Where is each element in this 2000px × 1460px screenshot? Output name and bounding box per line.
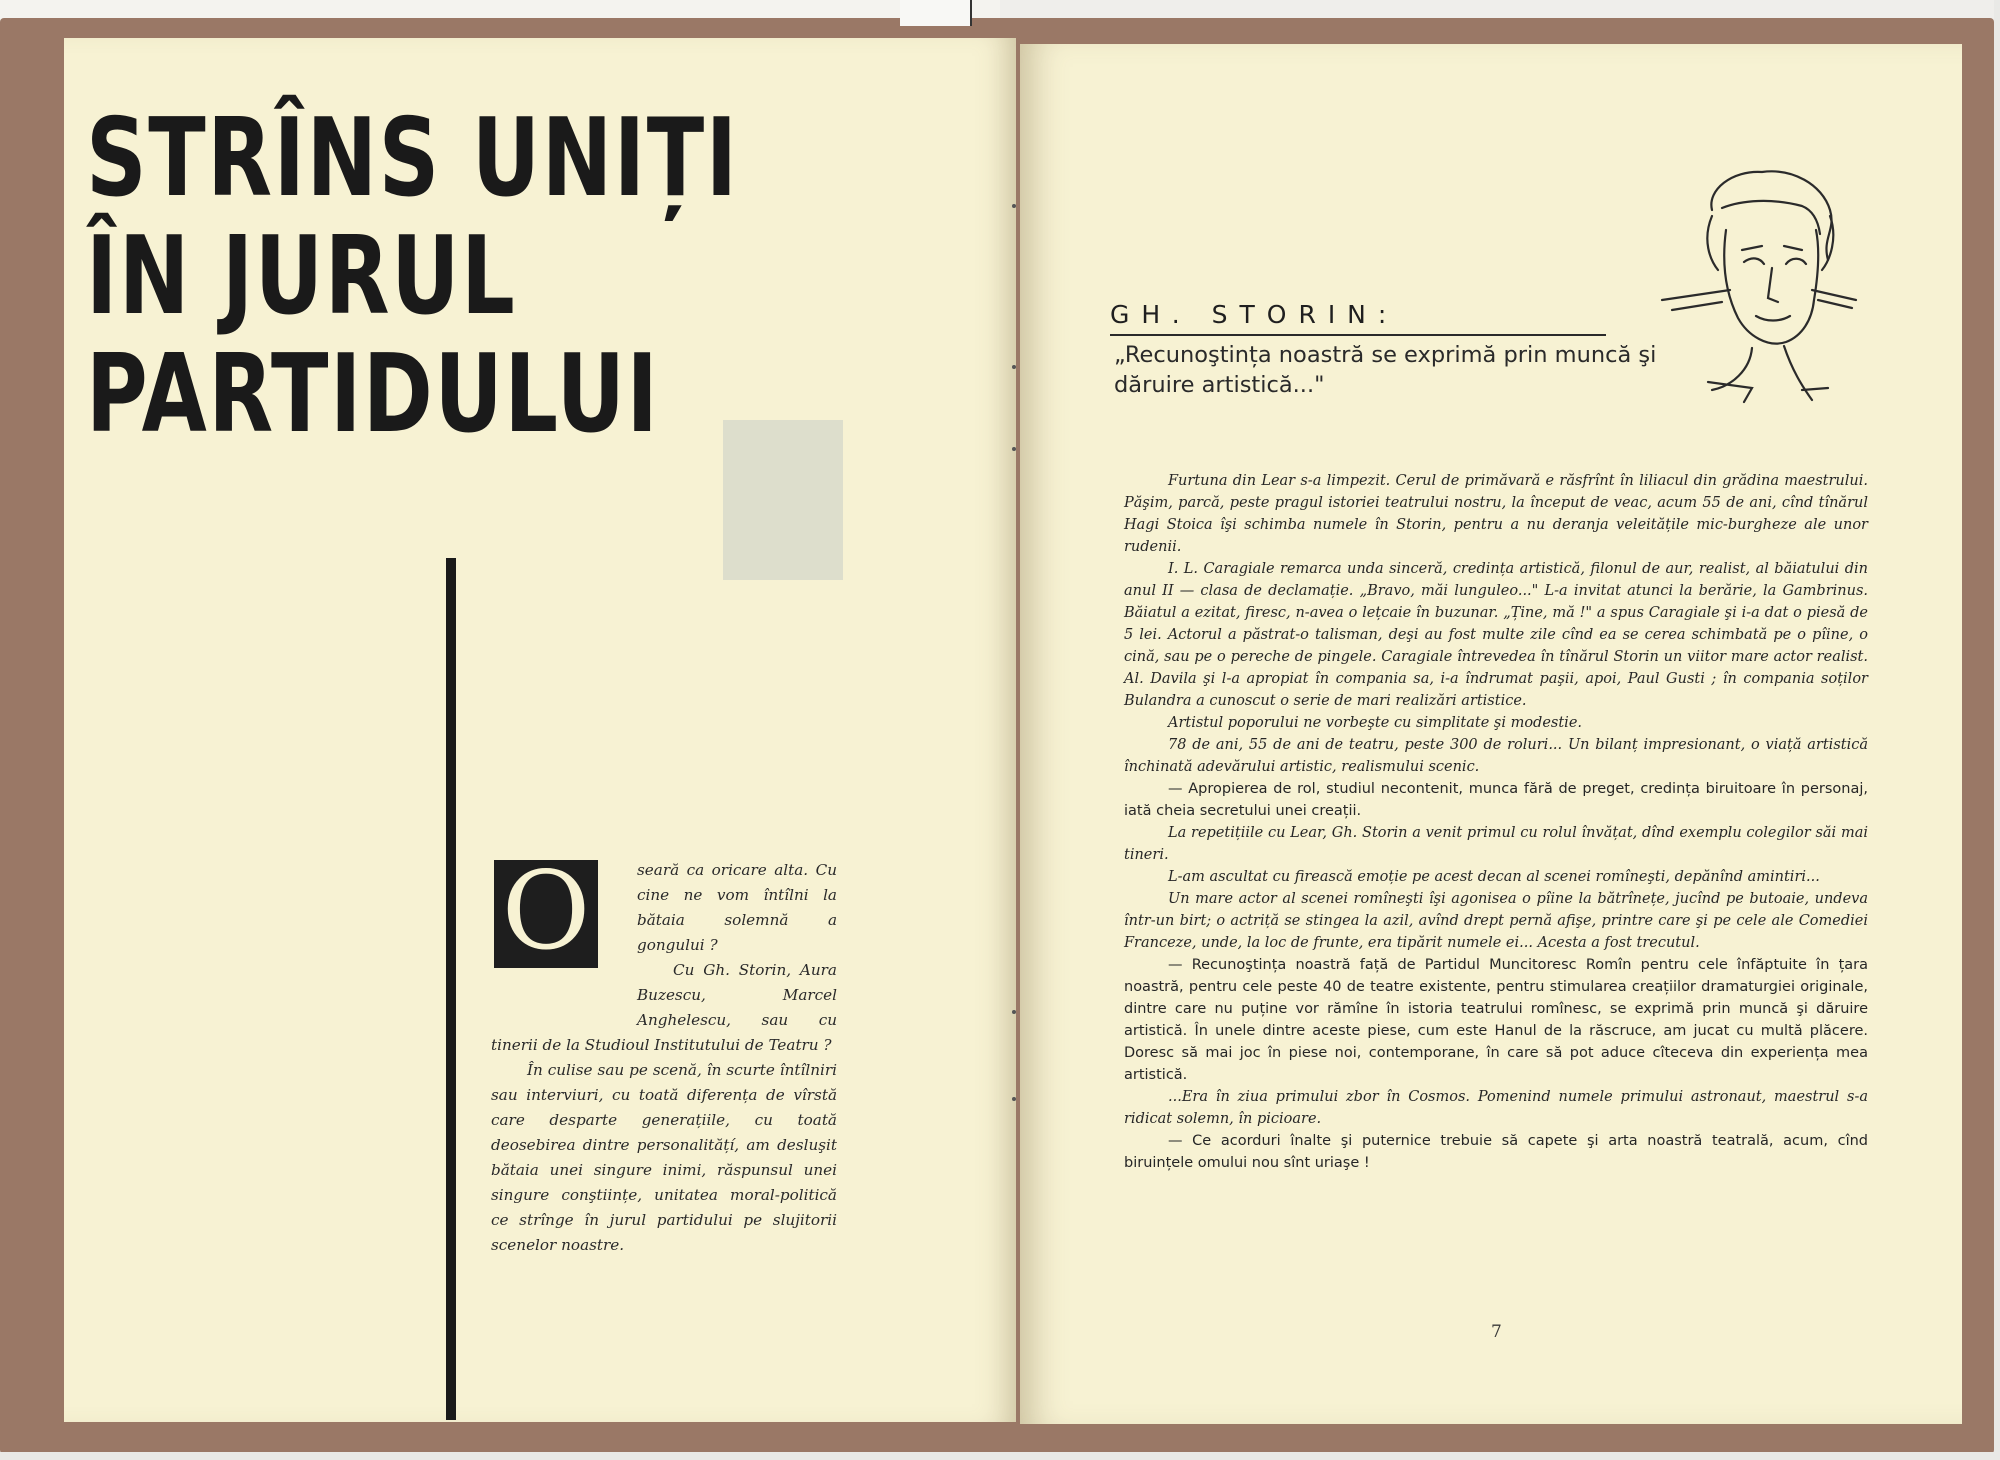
gutter-mark bbox=[1012, 1097, 1016, 1101]
body-paragraph: — Recunoştința noastră față de Partidul Muncitoresc Romîn pentru cele înfăptuite în țara noastră, pentru cele peste 40 de teatre existente, pentru stimularea creațiilor dramaturgiei originale, dintre care nu puține vor rămîne în istoria teatrului romînesc, se exprimă prin muncă şi dăruire artistică. În unele dintre aceste piese, cum este Hanul de la răscruce, am jucat cu multă plăcere. Doresc să mai joc în piese noi, contemporane, în care să pot aduce cîteceva din experiența mea artistică. bbox=[1124, 957, 1868, 1083]
gutter-mark bbox=[1012, 204, 1016, 208]
intro-paragraph: În culise sau pe scenă, în scurte întîlniri sau interviuri, cu toată diferența de vîrstă care desparte generațiile, cu toată deosebirea dintre personalitățí, am desluşit bătaia unei singure inimi, răspunsul unei singure conştiințe, unitatea moral-politică ce strînge în jurul partidului pe slujitorii scenelor noastre. bbox=[491, 1061, 837, 1254]
pull-quote: „Recunoştința noastră se exprimă prin muncă şi dăruire artistică..." bbox=[1114, 342, 1657, 398]
body-paragraph: Artistul poporului ne vorbeşte cu simplitate şi modestie. bbox=[1168, 715, 1583, 731]
gutter-mark bbox=[1012, 447, 1016, 451]
gutter-mark bbox=[1012, 1010, 1016, 1014]
vertical-rule bbox=[446, 558, 456, 1420]
title-line: ÎN JURUL bbox=[86, 214, 517, 339]
body-paragraph: 78 de ani, 55 de ani de teatru, peste 300 de roluri... Un bilanț impresionant, o viață artistică închinată adevărului artistic, realismului scenic. bbox=[1124, 737, 1868, 775]
body-paragraph: — Ce acorduri înalte şi puternice trebuie să capete şi arta noastră teatrală, acum, cînd biruințele omului nou sînt uriaşe ! bbox=[1124, 1133, 1868, 1171]
body-paragraph: — Apropierea de rol, studiul necontenit, munca fără de preget, credința biruitoare în personaj, iată cheia secretului unei creații. bbox=[1124, 781, 1868, 819]
article-body bbox=[1124, 470, 1868, 1174]
paper-edge bbox=[900, 0, 972, 26]
name-underline bbox=[1110, 334, 1606, 336]
body-paragraph: Furtuna din Lear s-a limpezit. Cerul de primăvară e răsfrînt în liliacul din grădina maestrului. Păşim, parcă, peste pragul istoriei teatrului nostru, la început de veac, acum 55 de ani, cînd tînărul Hagi Stoica îşi schimba numele în Storin, pentru a nu deranja veleitățile mic-burgheze ale unor rudenii. bbox=[1124, 473, 1868, 555]
title-line: STRÎNS UNIȚI bbox=[86, 96, 739, 221]
page-number: 7 bbox=[1491, 1322, 1502, 1342]
title-line: PARTIDULUI bbox=[86, 332, 660, 457]
gutter-mark bbox=[1012, 365, 1016, 369]
drop-cap: O bbox=[494, 860, 598, 968]
interview-name: GH. STORIN: bbox=[1110, 300, 1399, 329]
article-title bbox=[86, 96, 739, 457]
bleed-through-block bbox=[723, 420, 843, 580]
body-paragraph: ...Era în ziua primului zbor în Cosmos. Pomenind numele primului astronaut, maestrul s-a ridicat solemn, în picioare. bbox=[1124, 1089, 1868, 1127]
body-paragraph: La repetițiile cu Lear, Gh. Storin a venit primul cu rolul învățat, dînd exemplu colegilor săi mai tineri. bbox=[1124, 825, 1868, 863]
body-paragraph: I. L. Caragiale remarca unda sinceră, credința artistică, filonul de aur, realist, al băiatului din anul II — clasa de declamație. „Bravo, măi lunguleo..." L-a invitat atunci la berărie, la Gambrinus. Băiatul a ezitat, firesc, n-avea o lețcaie în buzunar. „Ține, mă !" a spus Caragiale şi i-a dat o piesă de 5 lei. Actorul a păstrat-o talisman, deşi au fost multe zile cînd ea se cerea schimbată pe o pîine, o cină, sau pe o pereche de pingele. Caragiale întrevedea în tînărul Storin un viitor mare actor realist. Al. Davila şi l-a apropiat în compania sa, i-a îndrumat paşii, apoi, Paul Gusti ; în compania soților Bulandra a cunoscut o serie de mari realizări artistice. bbox=[1124, 561, 1868, 709]
background-strip-bottom bbox=[0, 1452, 2000, 1460]
background-strip-right bbox=[1994, 0, 2000, 1460]
intro-paragraph: seară ca oricare alta. Cu cine ne vom întîlni la bătaia solemnă a gongului ? bbox=[637, 861, 837, 954]
intro-paragraph: Cu Gh. Storin, Aura Buzescu, Marcel Anghelescu, sau cu tinerii de la Studioul Institutului de Teatru ? bbox=[491, 961, 837, 1054]
body-paragraph: L-am ascultat cu firească emoție pe acest decan al scenei romîneşti, depănînd amintiri... bbox=[1168, 869, 1820, 885]
body-paragraph: Un mare actor al scenei romîneşti îşi agonisea o pîine la bătrînețe, jucînd pe butoaie, undeva într-un birt; o actriță se stingea la azil, avînd drept pernă afişe, printre care şi pe cele ale Comediei Franceze, unde, la loc de frunte, era tipărit numele ei... Acesta a fost trecutul. bbox=[1124, 891, 1868, 951]
portrait-sketch-icon bbox=[1652, 150, 1860, 410]
